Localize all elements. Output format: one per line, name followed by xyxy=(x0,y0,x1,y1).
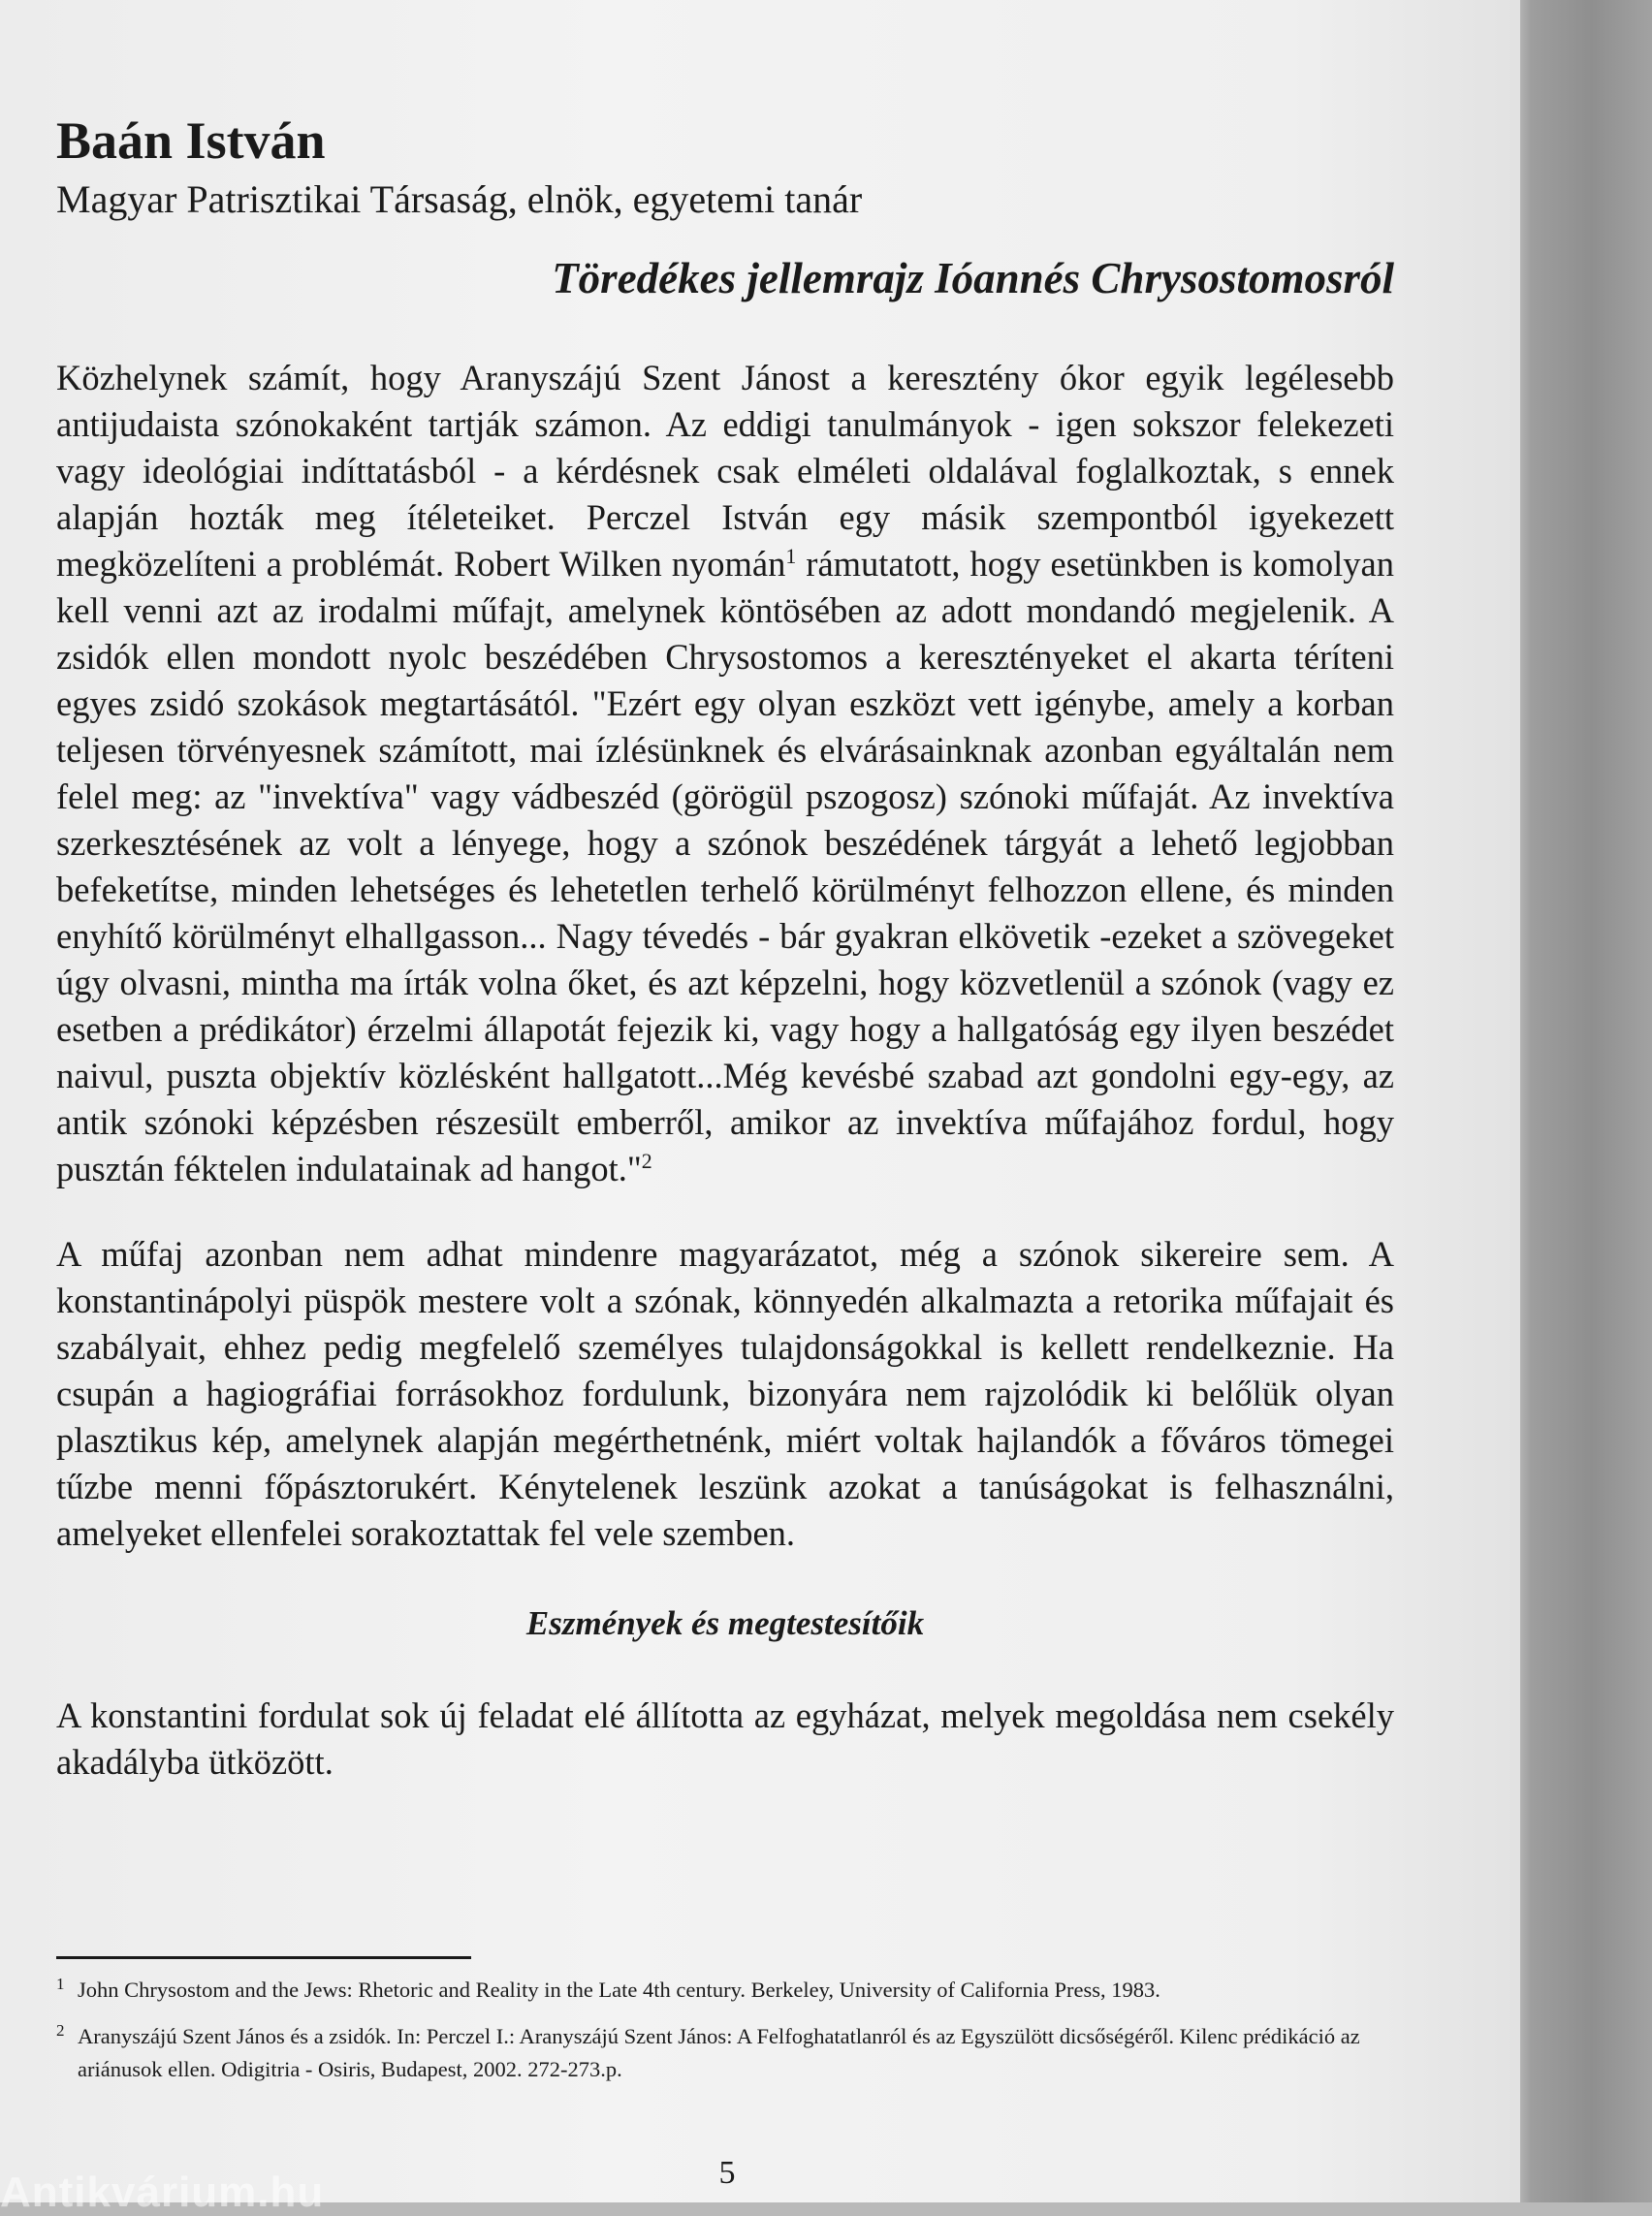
author-name: Baán István xyxy=(56,111,326,170)
article-title: Töredékes jellemrajz Ióannés Chrysostomosról xyxy=(552,254,1394,302)
author-affiliation: Magyar Patrisztikai Társaság, elnök, egyetemi tanár xyxy=(56,177,863,221)
footnote-ref-1: 1 xyxy=(785,543,797,568)
watermark: Antikvárium.hu xyxy=(0,2169,325,2216)
page-content xyxy=(56,109,1394,1786)
footnote xyxy=(56,2020,1375,2086)
body-paragraph-3: A konstantini fordulat sok új feladat elé állította az egyházat, melyek megoldása nem csekély akadályba ütközött. xyxy=(56,1695,1394,1782)
paragraph-1-text-b: rámutatott, hogy esetünkben is komolyan kell venni azt az irodalmi műfajt, amelynek köntösében az adott mondandó megjelenik. A zsidók ellen mondott nyolc beszédében Chrysostomos a keresztényeket el akarta téríteni egyes zsidó szokások megtartásától. "Ezért egy olyan eszközt vett igénybe, amely a korban teljesen törvényesnek számított, mai ízlésünknek és elvárásainknak azonban egyáltalán nem felel meg: az "invektíva" vagy vádbeszéd (görögül pszogosz) szónoki műfaját. Az invektíva szerkesztésének az volt a lényege, hogy a szónok beszédének tárgyát a lehető legjobban befeketítse, minden lehetséges és lehetetlen terhelő körülményt felhozzon ellene, és minden enyhítő körülményt elhallgasson... Nagy tévedés - bár gyakran elkövetik -ezeket a szövegeket úgy olvasni, mintha ma írták volna őket, és azt képzelni, hogy közvetlenül a szónok (vagy ez esetben a prédikátor) érzelmi állapotát fejezik ki, vagy hogy a hallgatóság egy ilyen beszédet naivul, puszta objektív közlésként hallgatott...Még kevésbé szabad azt gondolni egy-egy, az antik szónoki képzésben részesült emberről, amikor az invektíva műfajához fordul, hogy pusztán féktelen indulatainak ad hangot." xyxy=(56,544,1394,1188)
page-number: 5 xyxy=(718,2155,736,2191)
body-paragraph-1 xyxy=(56,355,1394,1192)
footnote-number: 1 xyxy=(56,1975,65,1993)
footnotes xyxy=(56,1974,1375,2100)
body-paragraph-2: A műfaj azonban nem adhat mindenre magyarázatot, még a szónok sikereire sem. A konstantinápolyi püspök mestere volt a szónak, könnyedén alkalmazta a retorika műfajait és szabályait, ehhez pedig megfelelő személyes tulajdonságokkal is kellett rendelkeznie. Ha csupán a hagiográfiai forrásokhoz fordulunk, bizonyára nem rajzolódik ki belőlük olyan plasztikus kép, amelynek alapján megérthetnénk, miért voltak hajlandók a főváros tömegei tűzbe menni főpásztorukért. Kénytelenek leszünk azokat a tanúságokat is felhasználni, amelyeket ellenfelei sorakoztattak fel vele szemben. xyxy=(56,1234,1394,1553)
footnote-text: John Chrysostom and the Jews: Rhetoric and Reality in the Late 4th century. Berkeley, University of California Press, 1983. xyxy=(78,1978,1160,2002)
adjacent-page-edge xyxy=(1501,0,1652,2202)
paragraph-1-text-a: Közhelynek számít, hogy Aranyszájú Szent Jánost a keresztény ókor egyik legélesebb antijudaista szónokaként tartják számon. Az eddigi tanulmányok - igen sokszor felekezeti vagy ideológiai indíttatásból - a kérdésnek csak elméleti oldalával foglalkoztak, s ennek alapján hozták meg ítéleteiket. Perczel István egy másik szempontból igyekezett megközelíteni a problémát. Robert Wilken nyomán xyxy=(56,358,1394,584)
footnote-text: Aranyszájú Szent János és a zsidók. In: Perczel I.: Aranyszájú Szent János: A Felfoghatatlanról és az Egyszülött dicsőségéről. Kilenc prédikáció az ariánusok ellen. Odigitria - Osiris, Budapest, 2002. 272-273.p. xyxy=(78,2024,1360,2081)
footnote xyxy=(56,1974,1375,2007)
footnote-divider xyxy=(56,1956,471,1959)
footnote-number: 2 xyxy=(56,2021,65,2040)
section-heading: Eszmények és megtestesítőik xyxy=(525,1604,925,1642)
footnote-ref-2: 2 xyxy=(641,1148,652,1173)
